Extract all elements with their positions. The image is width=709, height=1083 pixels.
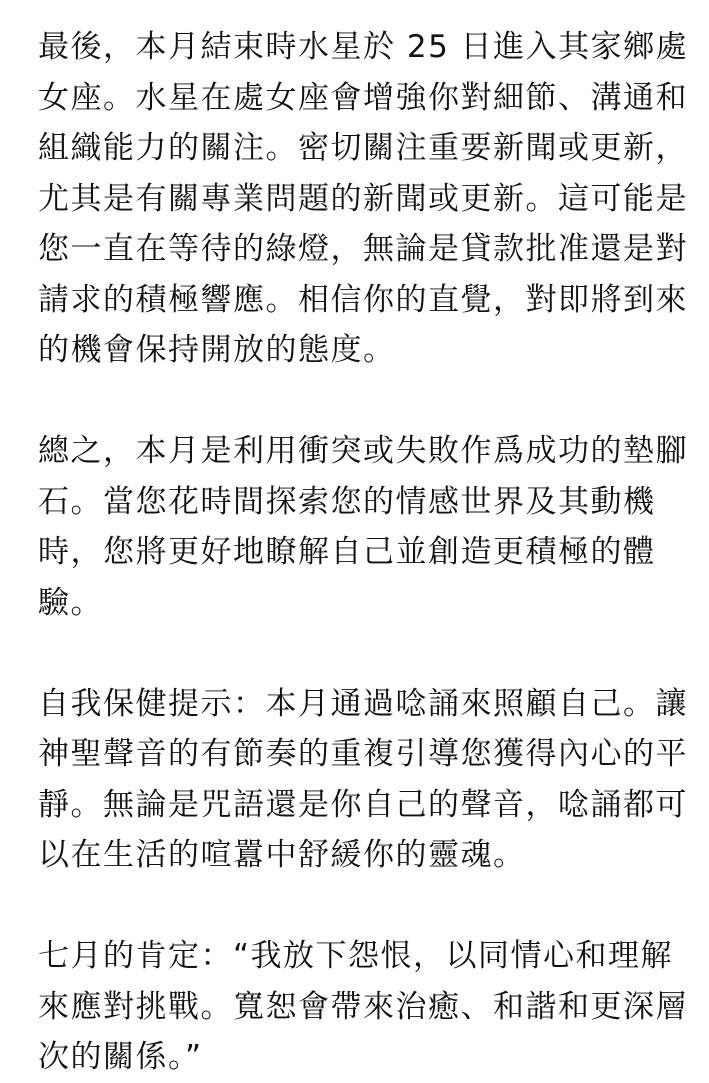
text-line: 神聖聲音的有節奏的重複引導您獲得內心的平 <box>38 736 688 772</box>
text-line: 組織能力的關注。密切關注重要新聞或更新， <box>38 130 688 166</box>
paragraph-gap <box>38 376 678 427</box>
text-line: 女座。水星在處女座會增強你對細節、溝通和 <box>38 79 688 116</box>
paragraph-gap <box>38 628 678 679</box>
text-line: 時，您將更好地瞭解自己並創造更積極的體 <box>38 534 656 570</box>
paragraph-summary <box>38 426 688 628</box>
text-line: 請求的積極響應。相信你的直覺，對即將到來 <box>38 281 688 318</box>
paragraph-gap <box>38 881 678 932</box>
text-line: 自我保健提示：本月通過唸誦來照顧自己。讓 <box>38 685 688 722</box>
paragraph-self-care-tip <box>38 679 688 881</box>
article-body <box>38 22 689 1083</box>
text-line: 尤其是有關專業問題的新聞或更新。這可能是 <box>38 180 688 217</box>
text-line: 的機會保持開放的態度。 <box>38 332 396 368</box>
text-line: 靜。無論是咒語還是你自己的聲音，唸誦都可 <box>38 786 688 823</box>
text-line: 驗。 <box>38 584 103 621</box>
text-line: 石。當您花時間探索您的情感世界及其動機 <box>38 483 656 520</box>
text-line: 最後，本月結束時水星於 25 日進入其家鄉處 <box>38 29 689 65</box>
paragraph-affirmation <box>38 931 688 1083</box>
paragraph-mercury <box>38 22 689 376</box>
text-line: 以在生活的喧囂中舒緩你的靈魂。 <box>38 837 526 873</box>
text-line: 您一直在等待的綠燈，無論是貸款批准還是對 <box>38 231 688 267</box>
text-line: 次的關係。” <box>38 1039 203 1075</box>
text-line: 總之，本月是利用衝突或失敗作爲成功的墊腳 <box>38 433 688 469</box>
text-line: 七月的肯定：“我放下怨恨，以同情心和理解 <box>38 938 674 974</box>
text-line: 來應對挑戰。寬恕會帶來治癒、和諧和更深層 <box>38 988 688 1025</box>
